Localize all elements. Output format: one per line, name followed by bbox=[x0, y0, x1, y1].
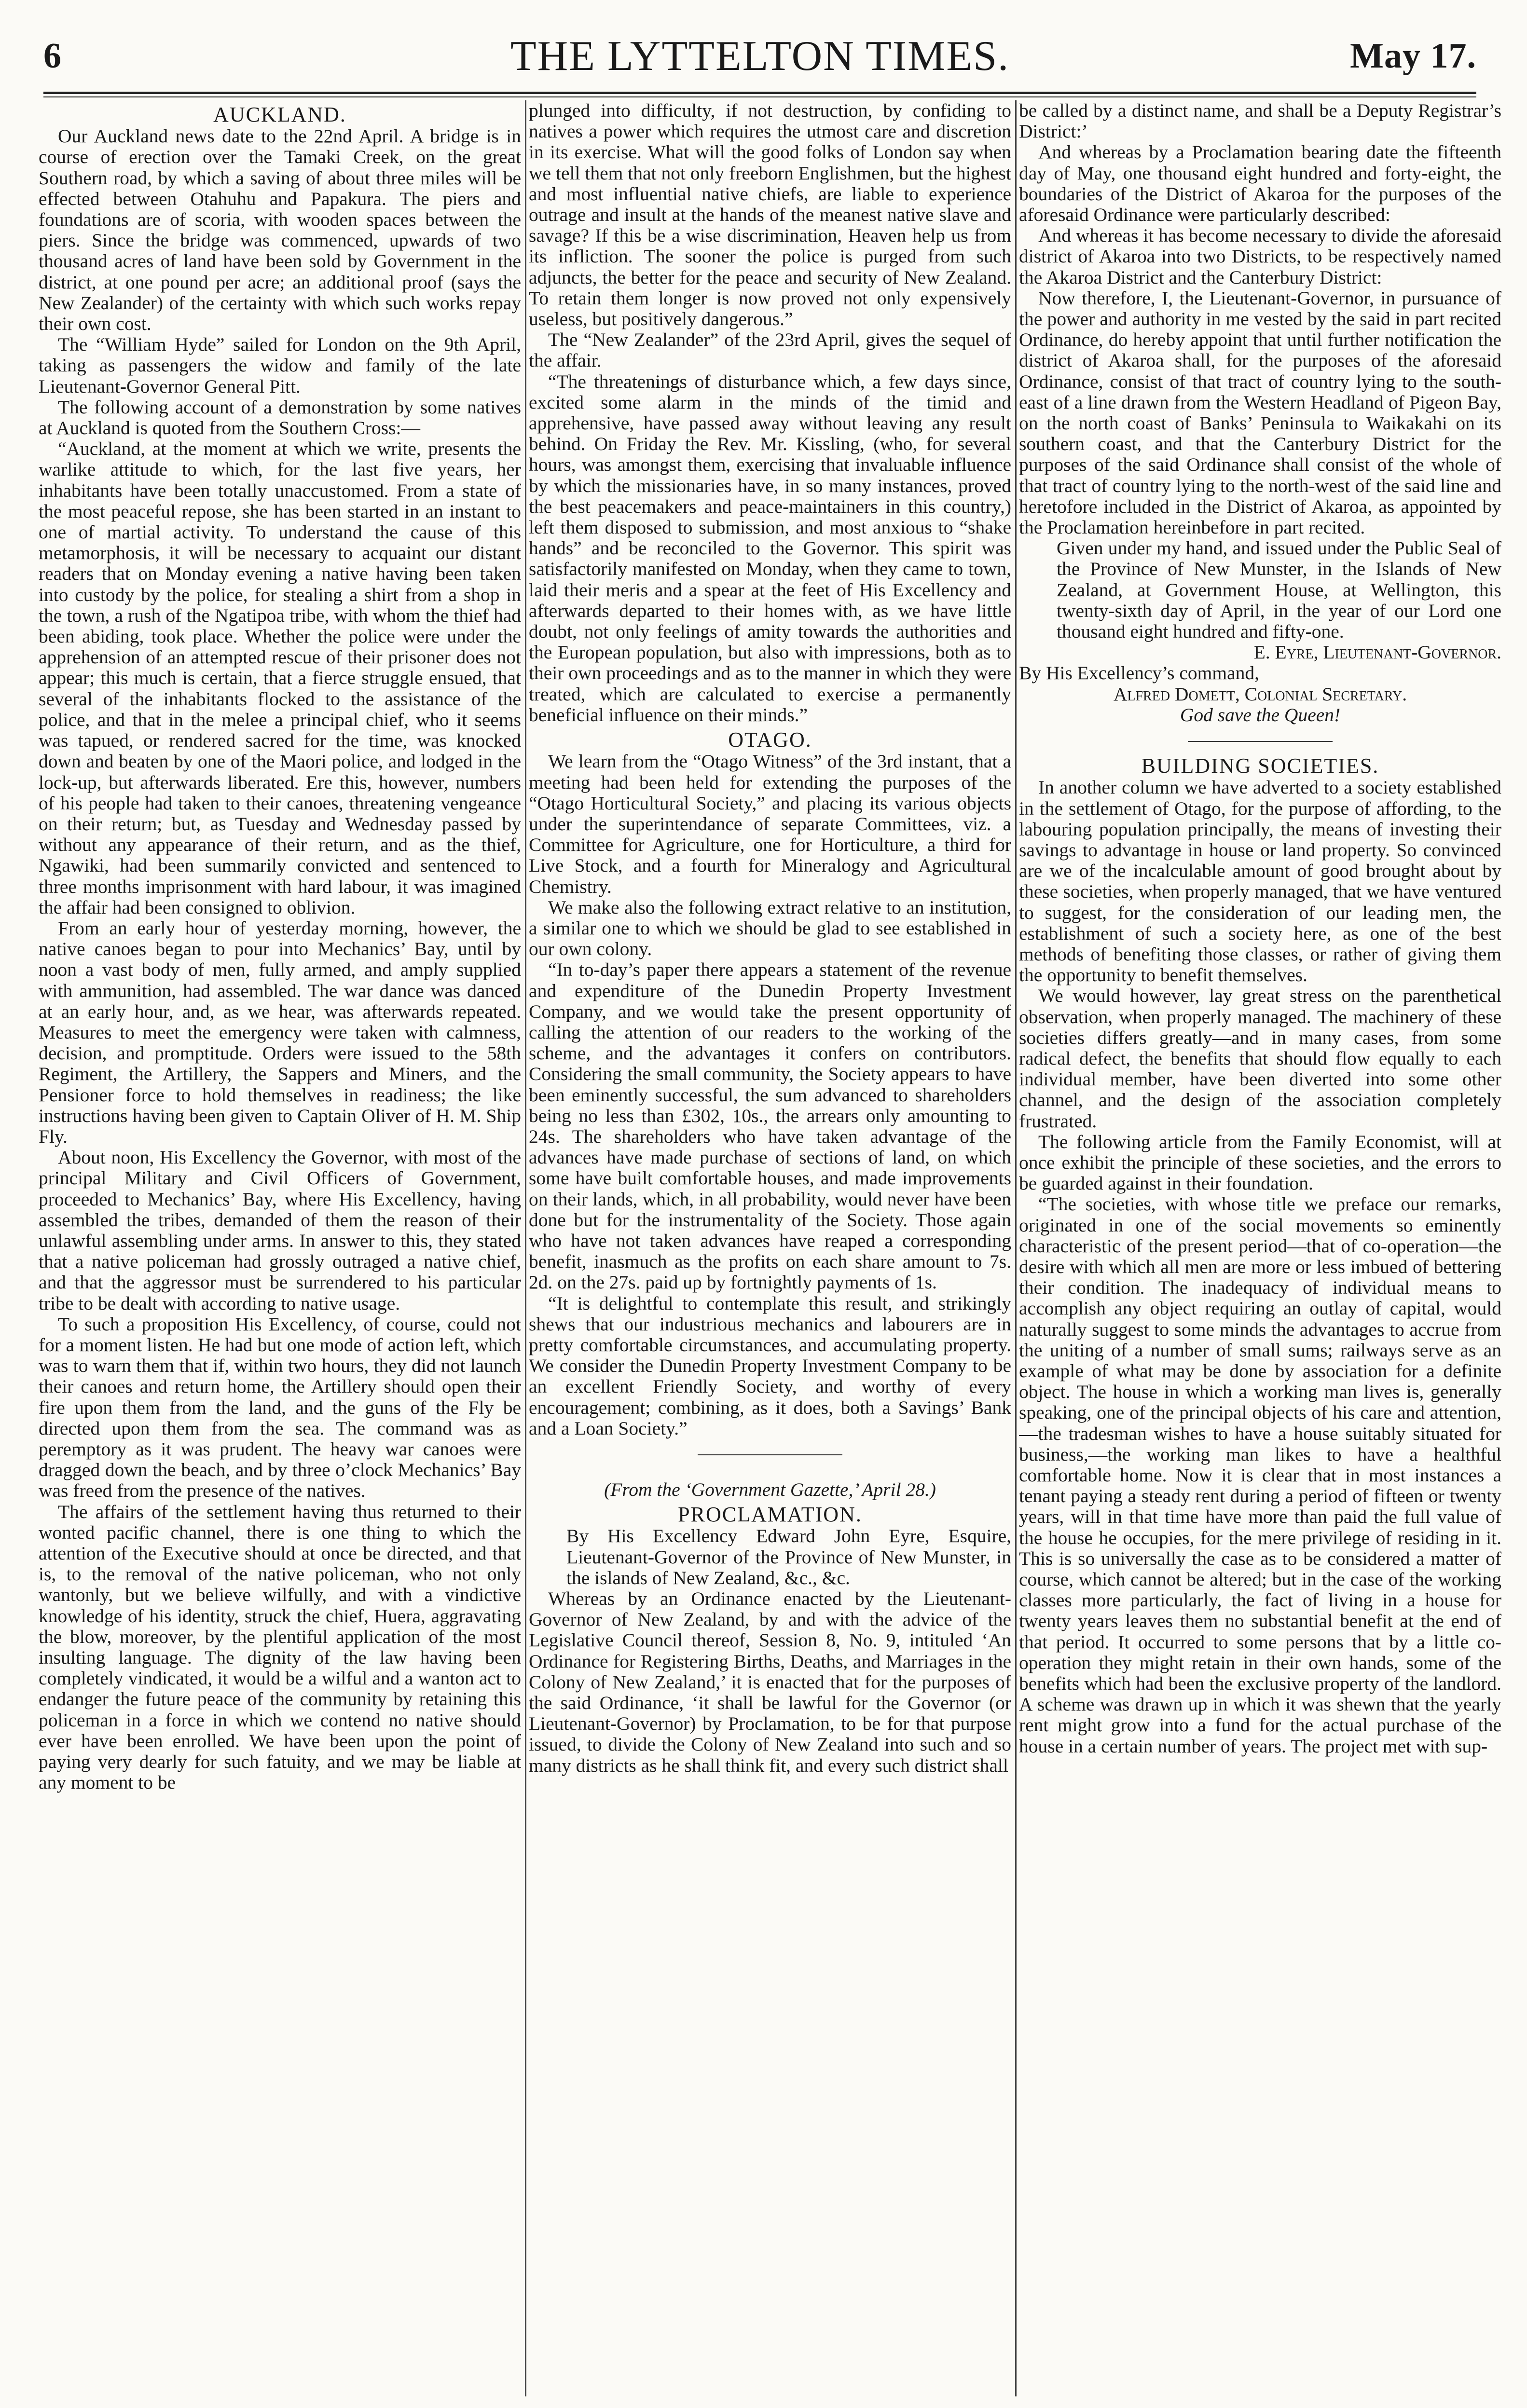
paragraph: plunged into difficulty, if not destruction, by confiding to natives a power which requires the utmost care and discretion in its exercise. What will the good folks of London say when we tell them that not only freeborn Englishmen, but the highest and most influential native chiefs, are liable to experience outrage and insult at the hands of the meanest native slave and savage? If this be a wise discrimination, Heaven help us from its infliction. The sooner the police is purged from such adjuncts, the better for the peace and security of New Zealand. To retain them longer is now proved not only expensively useless, but positively dangerous.” bbox=[529, 100, 1011, 330]
gazette-source-line: (From the ‘Government Gazette,’ April 28.) bbox=[604, 1479, 936, 1500]
column-divider bbox=[525, 100, 526, 2396]
paragraph: “The threatenings of disturbance which, a few days since, excited some alarm in the minds of the timid and apprehensive, have passed away without leaving any result behind. On Friday the Rev. Mr. Kissling, (who, for several hours, was amongst them, exercising that invaluable influence by which the missionaries have, in so many instances, proved the best peacemakers and peace-maintainers in this country,) left them disposed to submission, and most anxious to “shake hands” and be reconciled to the Governor. This spirit was satisfactorily manifested on Monday, when they came to town, laid their meris and a spear at the feet of His Excellency and afterwards departed to their homes with, as we have little doubt, not only feelings of amity towards the authorities and the European population, but also with impressions, both as to their own proceedings and as to the manner in which they were treated, which are calculated to exercise a permanently beneficial influence on their minds.” bbox=[529, 370, 1011, 725]
paragraph: Whereas by an Ordinance enacted by the Lieutenant-Governor of New Zealand, by and with the advice of the Legislative Council thereof, Session 8, No. 9, intituled ‘An Ordinance for Registering Births, Deaths, and Marriages in the Colony of New Zealand,’ it is enacted that for the purposes of the said Ordinance, ‘it shall be lawful for the Governor (or Lieutenant-Governor) by Proclamation, to be for that purpose issued, to divide the Colony of New Zealand into such and so many districts as he shall think fit, and every such district shall bbox=[529, 1588, 1011, 1776]
newspaper-title: THE LYTTELTON TIMES. bbox=[510, 33, 1010, 80]
paragraph: To such a proposition His Excellency, of course, could not for a moment listen. He had but one mode of action left, which was to warn them that if, within two hours, they did not launch their canoes and return home, the Artillery should open their fire upon them from the land, and the guns of the Fly be directed upon them from the sea. The command was as peremptory as it was prudent. The heavy war canoes were dragged down the beach, and by three o’clock Mechanics’ Bay was freed from the presence of the natives. bbox=[39, 1313, 521, 1502]
paragraph: The affairs of the settlement having thus returned to their wonted pacific channel, there is one thing to which the attention of the Executive should at once be directed, and that is, to the removal of the native policeman, who not only wantonly, but we believe wilfully, and with a vindictive knowledge of his identity, struck the chief, Huera, aggravating the blow, moreover, by the plentiful application of the most insulting language. The dignity of the law having been completely vindicated, it would be a wilful and a wanton act to endanger the future peace of the community by retaining this policeman in a force in which we contend no native should ever have been enrolled. We have been upon the point of paying very dearly for such fatuity, and we may be liable at any moment to be bbox=[39, 1501, 521, 1793]
issue-date: May 17. bbox=[1350, 36, 1476, 76]
column-2 bbox=[529, 100, 1011, 2396]
paragraph: In another column we have adverted to a society established in the settlement of Otago, for the purpose of affording, to the labouring population principally, the means of investing their savings to advantage in house or land property. So convinced are we of the incalculable amount of good brought about by these societies, when properly managed, that we have ventured to suggest, for the consideration of our leading men, the establishment of such a society here, as one of the best methods of benefiting those classes, or rather of giving them the opportunity to benefit themselves. bbox=[1019, 777, 1501, 986]
paragraph: The “New Zealander” of the 23rd April, gives the sequel of the affair. bbox=[529, 329, 1011, 371]
column-1 bbox=[39, 100, 521, 2396]
paragraph: The following article from the Family Economist, will at once exhibit the principle of these societies, and the errors to be guarded against in their foundation. bbox=[1019, 1131, 1501, 1194]
signature: E. Eyre, Lieutenant-Governor. bbox=[1253, 642, 1501, 663]
paragraph: be called by a distinct name, and shall be a Deputy Registrar’s District:’ bbox=[1019, 100, 1501, 142]
paragraph: And whereas by a Proclamation bearing date the fifteenth day of May, one thousand eight hundred and forty-eight, the boundaries of the District of Akaroa for the purposes of the aforesaid Ordinance were particularly described: bbox=[1019, 141, 1501, 226]
paragraph: The “William Hyde” sailed for London on the 9th April, taking as passengers the widow and family of the late Lieutenant-Governor General Pitt. bbox=[39, 334, 521, 397]
god-save-line: God save the Queen! bbox=[1180, 704, 1341, 725]
secretary-line: Alfred Domett, Colonial Secretary. bbox=[1113, 683, 1407, 705]
paragraph: We make also the following extract relative to an institution, a similar one to which we should be glad to see established in our own colony. bbox=[529, 896, 1011, 960]
page-number: 6 bbox=[43, 36, 61, 76]
masthead-rule-thick bbox=[43, 92, 1476, 94]
column-divider bbox=[1015, 100, 1017, 2396]
heading-otago: OTAGO. bbox=[728, 728, 812, 752]
paragraph: “Auckland, at the moment at which we write, presents the warlike attitude to which, for the last five years, her inhabitants have been totally unaccustomed. From a state of the most peaceful repose, she has been started in an instant to one of martial activity. To understand the cause of this metamorphosis, it will be necessary to acquaint our distant readers that on Monday evening a native having been taken into custody by the police, for stealing a shirt from a shop in the town, a rush of the Ngatipoa tribe, with whom the thief had been abiding, took place. Whether the police were under the apprehension of an attempted rescue of their prisoner does not appear; this much is certain, that a fierce struggle ensued, that several of the inhabitants flocked to the assistance of the police, and that in the melee a principal chief, who it seems was tapued, or rendered sacred for the time, was knocked down and beaten by one of the Maori police, and lodged in the lock-up, but afterwards liberated. Ere this, however, numbers of his people had taken to their canoes, threatening vengeance on their return; but, as Tuesday and Wednesday passed by without any appearance of their return, and as the thief, Ngawiki, had been summarily convicted and sentenced to three months imprisonment with hard labour, it was imagined the affair had been consigned to oblivion. bbox=[39, 438, 521, 918]
paragraph: From an early hour of yesterday morning, however, the native canoes began to pour into Mechanics’ Bay, until by noon a vast body of men, fully armed, and amply supplied with ammunition, had assembled. The war dance was danced at an early hour, and, as we hear, was afterwards repeated. Measures to meet the emergency were taken with calmness, decision, and promptitude. Orders were issued to the 58th Regiment, the Artillery, the Sappers and Miners, and the Pensioner force to hold themselves in readiness; the like instructions having been given to Captain Oliver of H. M. Ship Fly. bbox=[39, 917, 521, 1147]
paragraph: Our Auckland news date to the 22nd April. A bridge is in course of erection over the Tamaki Creek, on the great Southern road, by which a saving of about three miles will be effected between Otahuhu and Papakura. The piers and foundations are of scoria, with wooden spaces between the piers. Since the bridge was commenced, upwards of two thousand acres of land have been sold by Government in the district, at one pound per acre; an additional proof (says the New Zealander) of the certainty with which such works repay their own cost. bbox=[39, 125, 521, 335]
paragraph: About noon, His Excellency the Governor, with most of the principal Military and Civil Officers of Government, proceeded to Mechanics’ Bay, where His Excellency, having assembled the tribes, demanded of them the reason of their unlawful assembling under arms. In answer to this, they stated that a native policeman had grossly outraged a native chief, and that the aggressor must be surrendered to his particular tribe to be dealt with according to native usage. bbox=[39, 1147, 521, 1314]
paragraph: And whereas it has become necessary to divide the aforesaid district of Akaroa into two Districts, to be respectively named the Akaroa District and the Canterbury District: bbox=[1019, 225, 1501, 288]
section-divider bbox=[698, 1454, 842, 1455]
paragraph: “It is delightful to contemplate this result, and strikingly shews that our industrious mechanics and labourers are in pretty comfortable circumstances, and accumulating property. We consider the Dunedin Property Investment Company to be an excellent Friendly Society, and worthy of every encouragement; combining, as it does, both a Savings’ Bank and a Loan Society.” bbox=[529, 1292, 1011, 1439]
paragraph: “The societies, with whose title we preface our remarks, originated in one of the social movements so eminently characteristic of the present period—that of co-operation—the desire with which all men are more or less imbued of bettering their condition. The inadequacy of individual means to accomplish any object requiring an outlay of capital, would naturally suggest to some minds the advantages to accrue from the uniting of a number of small sums; railways serve as an example of what may be done by association for a definite object. The house in which a working man lives is, generally speaking, one of the principal objects of his care and attention,—the tradesman wishes to have a house suitably situated for business,—the working man likes to have a healthful comfortable home. Now it is clear that in most instances a tenant paying a steady rent during a period of fifteen or twenty years, will in that time have more than paid the full value of the house he occupies, for the mere privilege of residing in it. This is so universally the case as to be considered a matter of course, which cannot be altered; but in the case of the working classes more particularly, the fact of living in a house for twenty years leaves them no substantial benefit at the end of that period. It occurred to some persons that by a little co-operation they might retain in their own hands, some of the benefits which had been the exclusive property of the landlord. A scheme was drawn up in which it was shewn that the yearly rent might grow into a fund for the actual purchase of the house in a certain number of years. The project met with sup- bbox=[1019, 1193, 1501, 1757]
paragraph: We learn from the “Otago Witness” of the 3rd instant, that a meeting had been held for extending the purposes of the “Otago Horticultural Society,” and placing its various objects under the superintendance of separate Committees, viz. a Committee for Agriculture, one for Horticulture, a third for Live Stock, and a fourth for Mineralogy and Agricultural Chemistry. bbox=[529, 751, 1011, 897]
heading-auckland: AUCKLAND. bbox=[213, 103, 346, 126]
paragraph: “In to-day’s paper there appears a statement of the revenue and expenditure of the Dunedin Property Investment Company, and we would take the present opportunity of calling the attention of our readers to the working of the scheme, and the advantages it confers on contributors. Considering the small community, the Society appears to have been eminently successful, the sum advanced to shareholders being no less than £302, 10s., the arrears only amounting to 24s. The shareholders who have taken advantage of the advances have made purchase of sections of land, on which some have built comfortable houses, and made improvements on their lands, which, in all probability, would never have been done but for the instrumentality of the Society. Those again who have not taken advances have reaped a corresponding benefit, inasmuch as the profits on each share amount to 7s. 2d. on the 27s. paid up by fortnightly payments of 1s. bbox=[529, 959, 1011, 1293]
masthead-rule-thin bbox=[43, 96, 1476, 97]
proclamation-by: By His Excellency Edward John Eyre, Esquire, Lieutenant-Governor of the Province of New Munster, in the islands of New Zealand, &c., &c. bbox=[566, 1525, 1011, 1588]
paragraph: The following account of a demonstration by some natives at Auckland is quoted from the Southern Cross:— bbox=[39, 396, 521, 439]
column-3 bbox=[1019, 100, 1501, 2396]
command-line: By His Excellency’s command, bbox=[1019, 662, 1260, 684]
paragraph: We would however, lay great stress on the parenthetical observation, when properly managed. The machinery of these societies differs greatly—and in many cases, from some radical defect, the benefits that should flow equally to each individual member, have been diverted into some other channel, and the design of the association completely frustrated. bbox=[1019, 985, 1501, 1132]
heading-building-societies: BUILDING SOCIETIES. bbox=[1141, 754, 1379, 778]
masthead bbox=[43, 29, 1476, 87]
paragraph: Now therefore, I, the Lieutenant-Governor, in pursuance of the power and authority in me vested by the said in part recited Ordinance, do hereby appoint that until further notification the district of Akaroa shall, for the purposes of the aforesaid Ordinance, consist of that tract of country lying to the south-east of a line drawn from the Western Headland of Pigeon Bay, on the north coast of Banks’ Peninsula to Waikakahi on its southern coast, and that the Canterbury District for the purposes of the said Ordinance shall consist of the whole of that tract of country lying to the north-west of the said line and heretofore included in the District of Akaroa, as appointed by the Proclamation hereinbefore in part recited. bbox=[1019, 287, 1501, 538]
given-under: Given under my hand, and issued under the Public Seal of the Province of New Munster, in the Islands of New Zealand, at Government House, at Wellington, this twenty-sixth day of April, in the year of our Lord one thousand eight hundred and fifty-one. bbox=[1057, 537, 1501, 643]
heading-proclamation: PROCLAMATION. bbox=[678, 1503, 862, 1527]
section-divider bbox=[1188, 741, 1333, 742]
